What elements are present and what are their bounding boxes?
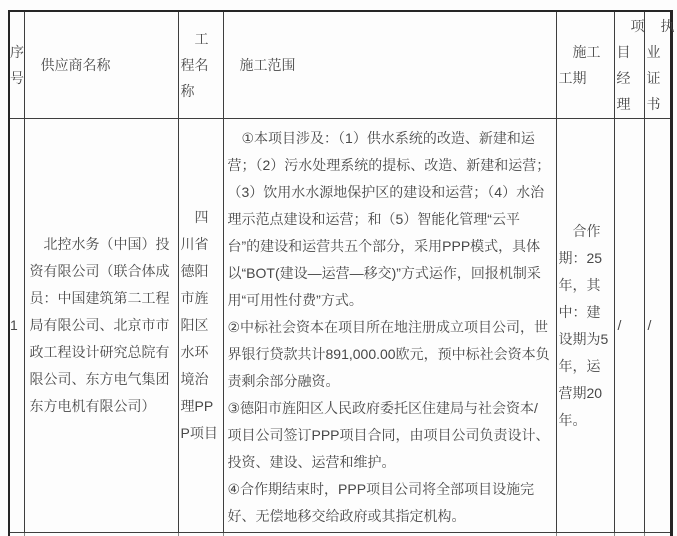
data-row [9,119,671,533]
empty-cell [178,533,223,536]
scope-paragraph-3: ③德阳市旌阳区人民政府委托区住建局与社会资本/项目公司签订PPP项目合同，由项目公司负责设计、投资、建设、运营和维护。 [227,400,550,470]
cell-project-name: 四川省德阳市旌阳区水环境治理PPP项目 [178,119,223,533]
header-practice-certificate: 执业证书 [644,11,671,119]
header-construction-period: 施工工期 [556,11,614,119]
header-project-manager: 项目经理 [614,11,644,119]
empty-cell [644,533,671,536]
cell-construction-scope [223,119,556,533]
scope-paragraph-1: ①本项目涉及：（1）供水系统的改造、新建和运营；（2）污水处理系统的提标、改造、新建和运营；（3）饮用水水源地保护区的建设和运营；（4）水治理示范点建设和运营；和（5）智能化管理“云平台”的建设和运营共五个部分，采用PPP模式，具体以“BOT(建设—运营—移交)”方式运作，回报机制采用“可用性付费”方式。 [227,130,551,308]
header-row [9,11,671,119]
empty-cell [556,533,614,536]
header-construction-scope: 施工范围 [223,11,556,119]
empty-cell [614,533,644,536]
scope-paragraph-4: ④合作期结束时，PPP项目公司将全部项目设施完好、无偿地移交给政府或其指定机构。 [227,481,535,524]
empty-row [9,533,671,536]
cell-seq: 1 [9,119,24,533]
cell-construction-period: 合作期：25年，其中：建设期为5年，运营期20年。 [556,119,614,533]
empty-cell [9,533,24,536]
scope-paragraph-2: ②中标社会资本在项目所在地注册成立项目公司，世界银行贷款共计891,000.00欧元，预中标社会资本负责剩余部分融资。 [227,319,550,389]
supplier-bid-info-table [8,10,673,536]
empty-cell [24,533,178,536]
cell-supplier-name: 北控水务（中国）投资有限公司（联合体成员：中国建筑第二工程局有限公司、北京市市政工程设计研究总院有限公司、东方电气集团东方电机有限公司） [24,119,178,533]
cell-practice-certificate: / [644,119,671,533]
header-project-name: 工程名称 [178,11,223,119]
cell-project-manager: / [614,119,644,533]
header-seq: 序号 [9,11,24,119]
header-supplier-name: 供应商名称 [24,11,178,119]
empty-cell [223,533,556,536]
